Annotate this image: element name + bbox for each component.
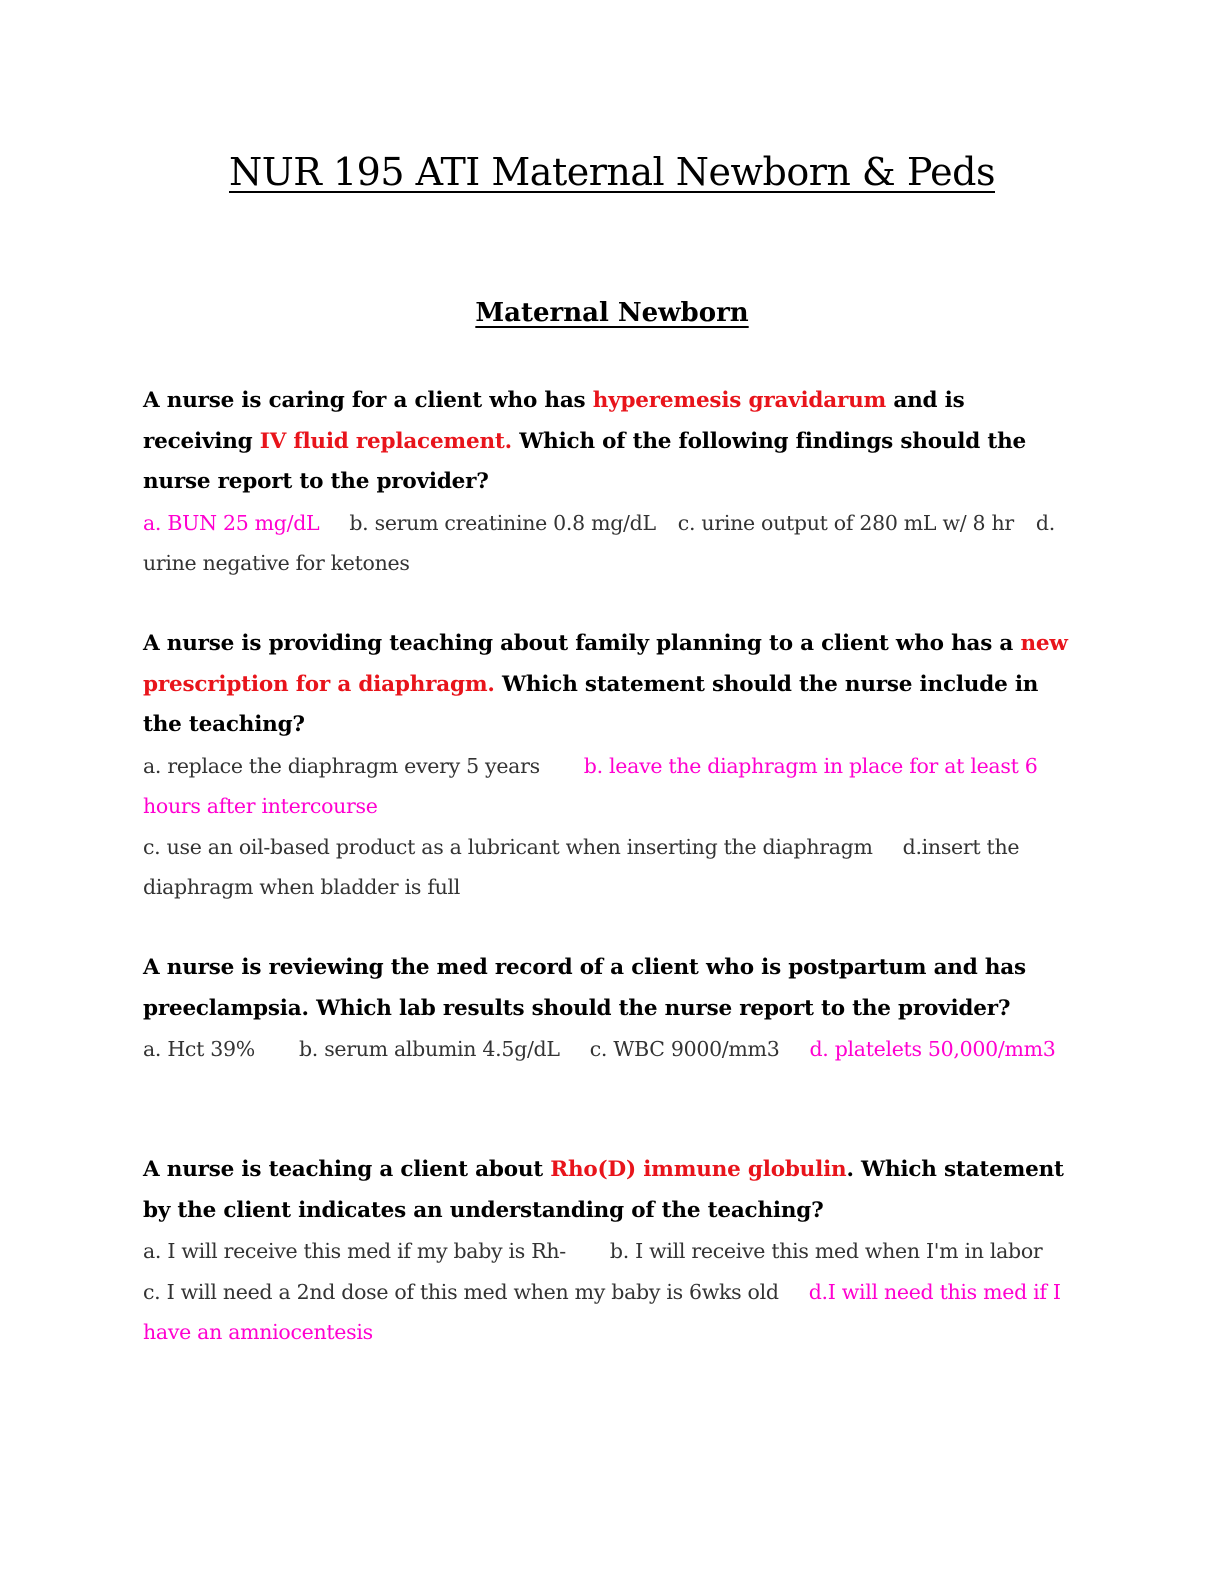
question-3-options [143, 1029, 1073, 1070]
question-1 [143, 381, 1073, 584]
question-4-options-cd [143, 1272, 1073, 1353]
question-2-options-ab [143, 746, 1073, 827]
question-1-option-d: d. urine negative for ketones [143, 510, 1055, 575]
question-4-highlight-1: Rho(D) immune globulin [550, 1157, 847, 1182]
question-1-highlight-2: IV fluid replacement. [259, 428, 512, 454]
question-3-stem: A nurse is reviewing the med record of a client who is postpartum and has preeclampsia. Which lab results should the nurse report to the provider? [143, 955, 1026, 1021]
question-2-option-b: b. leave the diaphragm in place for at least 6 hours after intercourse [143, 753, 1038, 818]
question-4-options-ab [143, 1231, 1073, 1272]
question-2 [143, 624, 1073, 908]
question-4-option-b: b. I will receive this med when I'm in labor [609, 1239, 1043, 1263]
question-3-option-c: c. WBC 9000/mm3 [589, 1037, 780, 1061]
question-4-option-a: a. I will receive this med if my baby is Rh- [143, 1239, 566, 1263]
question-2-options-cd [143, 827, 1073, 908]
question-4-option-c: c. I will need a 2nd dose of this med when my baby is 6wks old [143, 1279, 779, 1304]
question-4-option-d: d.I will need this med if I have an amniocentesis [143, 1279, 1061, 1344]
question-3 [143, 948, 1073, 1070]
question-1-options [143, 503, 1073, 584]
question-2-option-c: c. use an oil-based product as a lubricant when inserting the diaphragm [143, 834, 873, 859]
question-2-stem: A nurse is providing teaching about family planning to a client who has a new prescription for a diaphragm. Which statement should the nurse include in the teaching? [143, 631, 1068, 737]
question-3-option-b: b. serum albumin 4.5g/dL [298, 1037, 560, 1061]
question-1-stem: A nurse is caring for a client who has hyperemesis gravidarum and is receiving IV fluid replacement. Which of the following findings should the nurse report to the provider? [143, 388, 1026, 494]
section-title: Maternal Newborn [475, 298, 749, 328]
question-3-option-a: a. Hct 39% [143, 1037, 255, 1061]
question-4-stem: A nurse is teaching a client about Rho(D) immune globulin. Which statement by the client indicates an understanding of the teaching? [143, 1157, 1064, 1223]
question-2-highlight-1: new prescription for a diaphragm. [143, 631, 1068, 697]
question-3-option-d: d. platelets 50,000/mm3 [809, 1037, 1056, 1061]
question-1-option-b: b. serum creatinine 0.8 mg/dL [349, 510, 656, 535]
question-2-option-a: a. replace the diaphragm every 5 years [143, 753, 540, 778]
question-1-option-a: a. BUN 25 mg/dL [143, 510, 320, 535]
document-title: NUR 195 ATI Maternal Newborn & Peds [229, 150, 995, 194]
question-1-highlight-1: hyperemesis gravidarum [592, 388, 887, 413]
question-4 [143, 1150, 1073, 1353]
question-1-option-c: c. urine output of 280 mL w/ 8 hr [677, 510, 1014, 535]
question-2-option-d: d.insert the diaphragm when bladder is full [143, 834, 1020, 899]
